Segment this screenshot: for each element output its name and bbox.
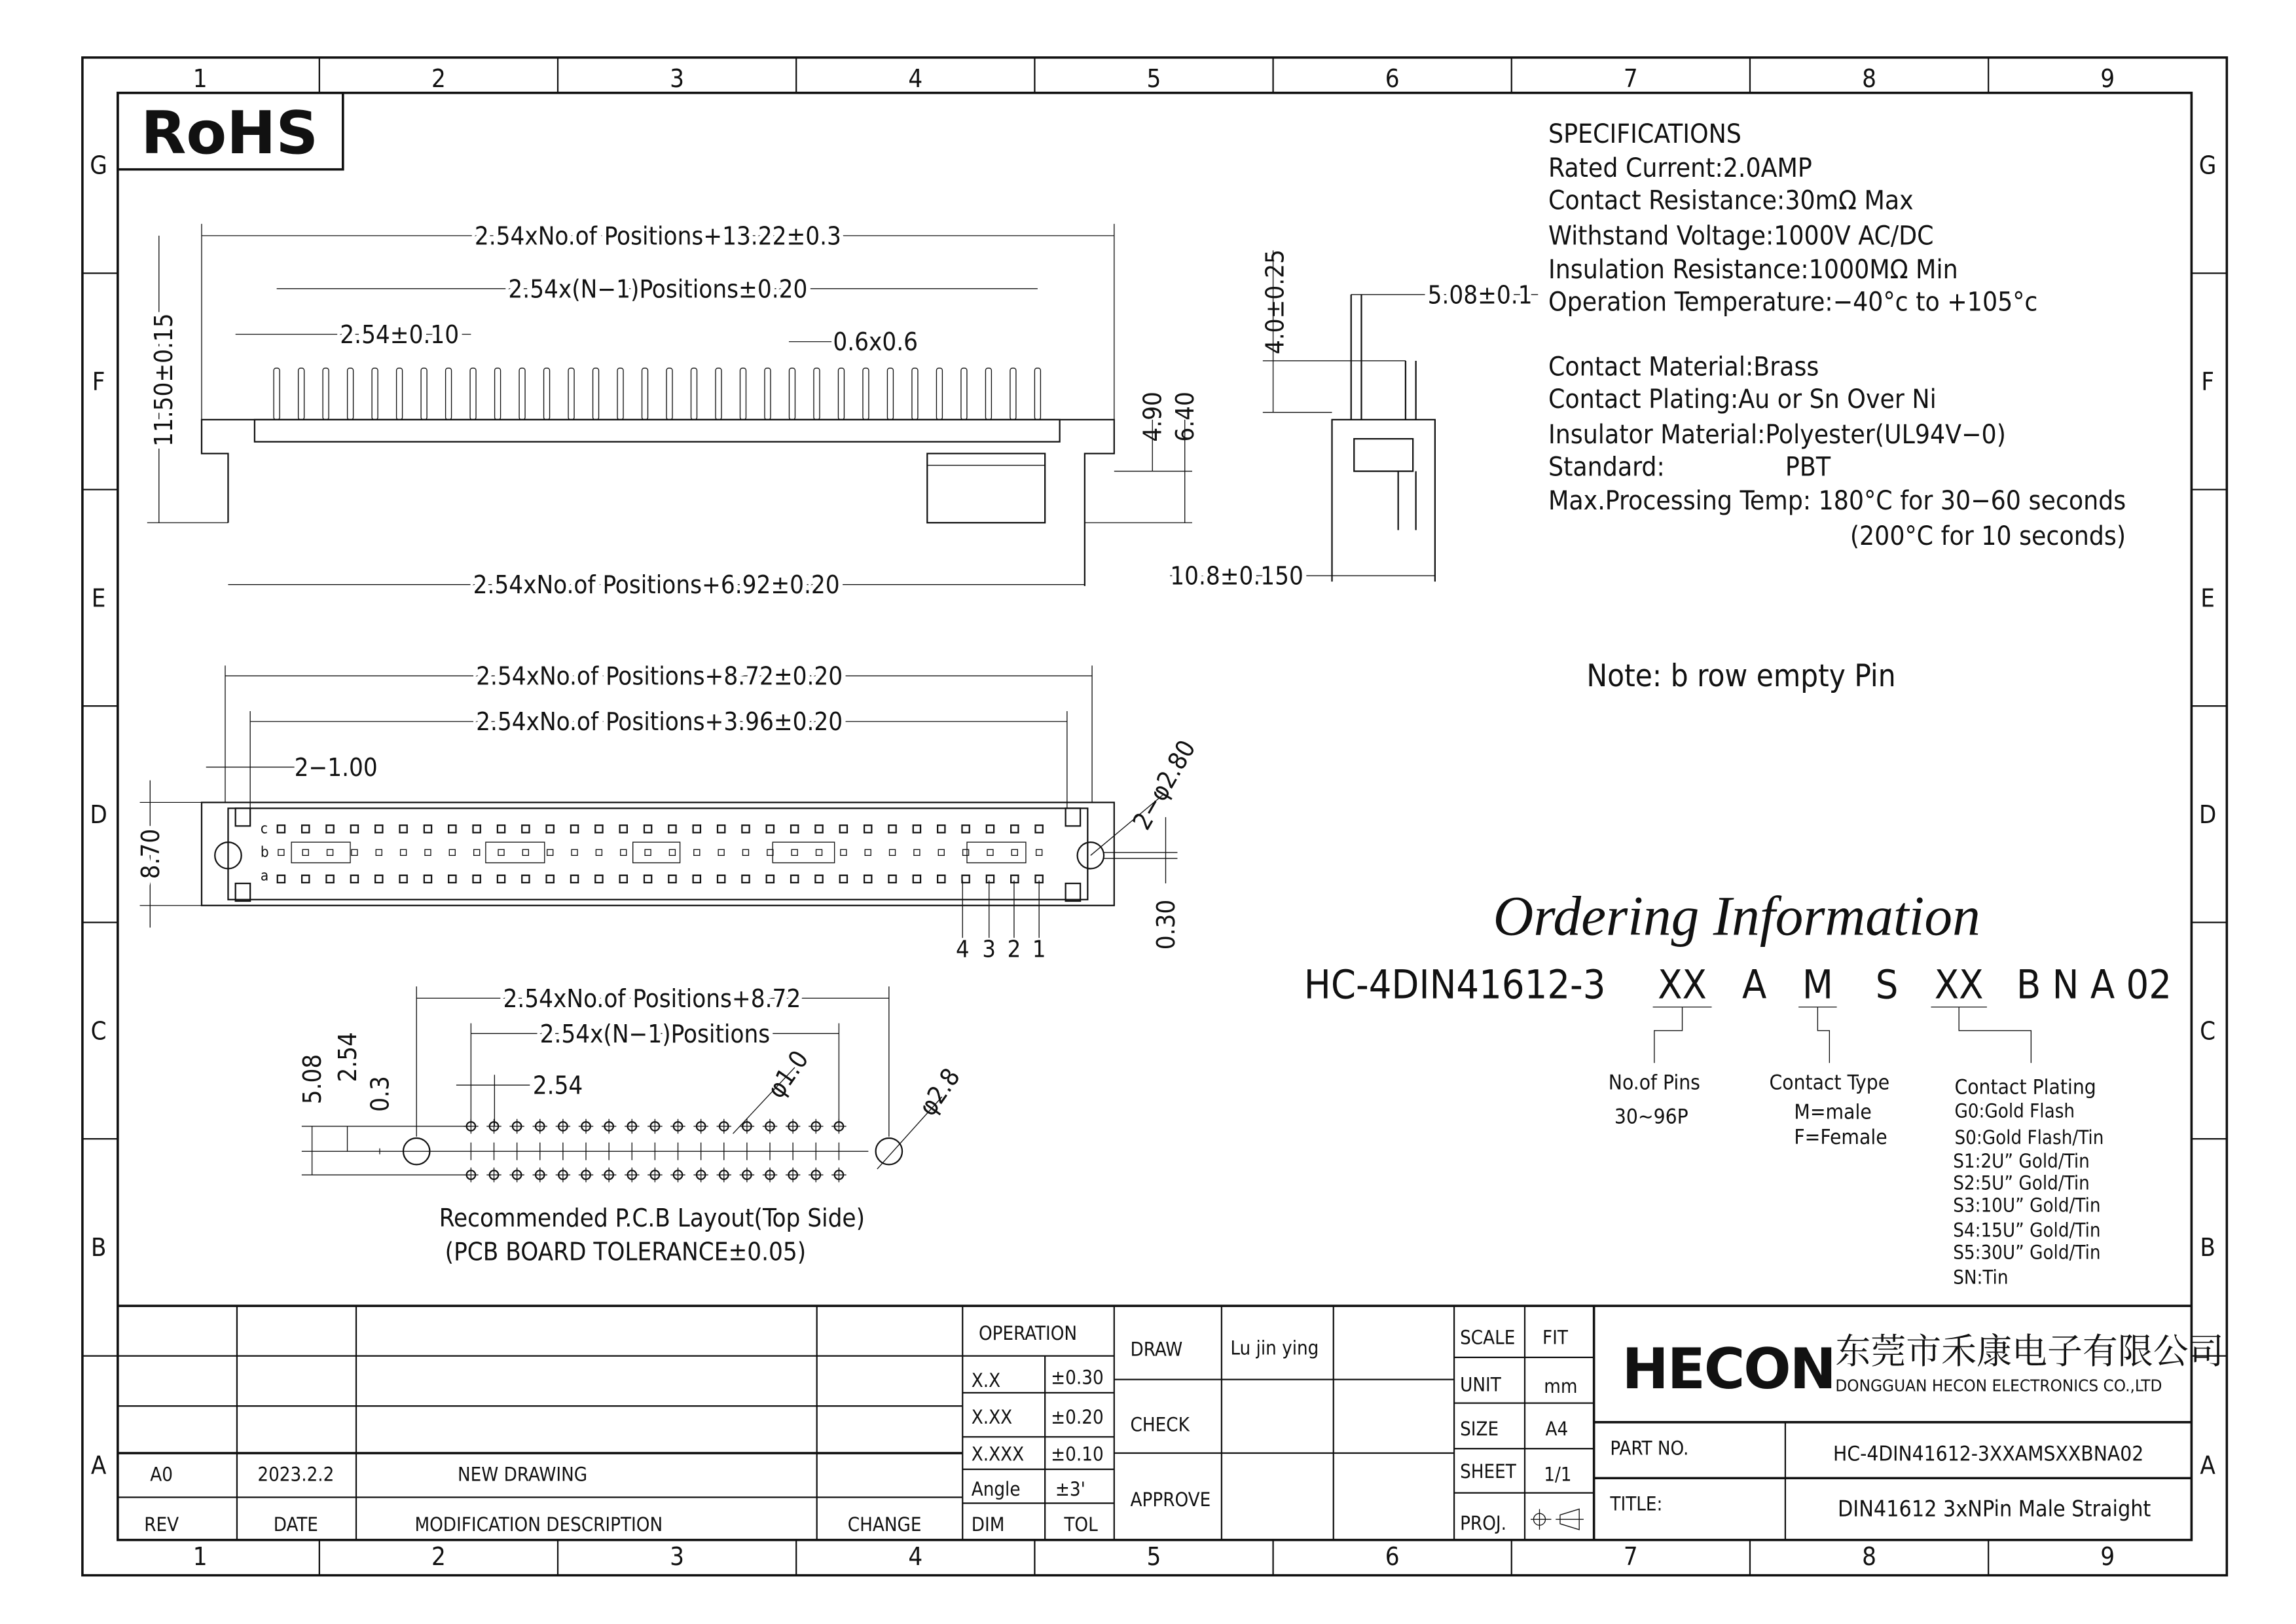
description-header: MODIFICATION DESCRIPTION: [414, 1513, 663, 1536]
empty-position: [841, 849, 847, 855]
contact-slot: [967, 842, 1026, 862]
contact-hole: [668, 876, 676, 883]
tol-dim: X.XX: [971, 1406, 1013, 1429]
contact-hole: [448, 825, 456, 832]
dim-pcb-pitch: 2.54: [532, 1071, 583, 1101]
empty-position: [401, 849, 407, 855]
empty-position: [522, 849, 528, 855]
dim-4-90: 4.90: [1139, 392, 1168, 442]
company-name-en: DONGGUAN HECON ELECTRONICS CO.,LTD: [1835, 1376, 2162, 1395]
plating-label: Contact Plating: [1954, 1075, 2096, 1099]
contact-hole: [742, 876, 749, 883]
contact-pin: [691, 368, 697, 420]
contact-hole: [913, 825, 920, 832]
ordering-suffix: B N A 02: [2016, 962, 2172, 1008]
empty-position: [1011, 849, 1017, 855]
contact-hole: [815, 876, 822, 883]
zone-row-label: C: [2200, 1017, 2216, 1046]
dim-header: DIM: [971, 1513, 1005, 1536]
contact-hole: [571, 825, 578, 832]
contact-pin: [642, 368, 648, 420]
empty-position: [425, 849, 431, 855]
empty-position: [498, 849, 504, 855]
empty-position: [596, 849, 602, 855]
plating-option: S1:2U” Gold/Tin: [1953, 1149, 2090, 1172]
dim-side-pitch: 5.08±0.1: [1427, 281, 1533, 310]
contact-hole: [791, 876, 798, 883]
contact-hole: [864, 825, 871, 832]
spec-line: Insulator Material:Polyester(UL94V−0): [1548, 418, 2006, 450]
empty-position: [694, 849, 700, 855]
tol-value: ±0.10: [1051, 1443, 1104, 1466]
rev-value: A0: [150, 1463, 173, 1486]
contact-pin: [421, 368, 427, 420]
dim-pcb-5-08: 5.08: [299, 1054, 328, 1105]
contact-hole: [1036, 825, 1043, 832]
side-view: [1170, 249, 1538, 591]
empty-position: [669, 849, 675, 855]
empty-position: [1036, 849, 1042, 855]
zone-column-label: 3: [670, 64, 685, 94]
contact-hole: [742, 825, 749, 832]
zone-column-label: 1: [192, 1542, 208, 1572]
spec-line: (200°C for 10 seconds): [1850, 519, 2126, 551]
contact-hole: [767, 825, 774, 832]
plating-option: S2:5U” Gold/Tin: [1953, 1172, 2090, 1194]
part-no-value: HC-4DIN41612-3XXAMSXXBNA02: [1833, 1442, 2144, 1466]
ordering-plating-code: XX: [1934, 962, 1984, 1008]
spec-line: Standard:: [1548, 451, 1665, 483]
dim-pin-size: 0.6x0.6: [833, 328, 919, 358]
type-option: M=male: [1794, 1100, 1872, 1124]
contact-hole: [938, 825, 945, 832]
contact-hole: [547, 825, 554, 832]
contact-hole: [962, 825, 969, 832]
ordering-title: Ordering Information: [1493, 885, 1980, 948]
contact-hole: [840, 825, 847, 832]
empty-position: [645, 849, 651, 855]
ordering-information: [1304, 886, 2172, 1289]
plating-option: G0:Gold Flash: [1954, 1099, 2075, 1122]
contact-hole: [351, 876, 358, 883]
row-label-c: c: [260, 820, 268, 838]
dim-bottom-inner: 2.54xNo.of Positions+3.96±0.20: [476, 708, 843, 737]
empty-position: [621, 849, 627, 855]
empty-position: [302, 849, 308, 855]
hecon-logo: HECON: [1622, 1337, 1835, 1403]
empty-position: [816, 849, 822, 855]
empty-position: [963, 849, 969, 855]
projection-symbol-icon: [1531, 1509, 1584, 1529]
contact-hole: [718, 876, 725, 883]
contact-hole: [987, 876, 994, 883]
contact-hole: [448, 876, 456, 883]
dim-height: 11.50±0.15: [150, 313, 179, 447]
contact-pin: [617, 368, 623, 420]
note: Note: b row empty Pin: [1586, 657, 1896, 694]
contact-hole: [302, 876, 309, 883]
contact-pin: [274, 368, 280, 420]
scale-label: SCALE: [1460, 1326, 1516, 1349]
contact-pin: [495, 368, 501, 420]
zone-row-label: D: [2198, 800, 2217, 830]
empty-position: [792, 849, 797, 855]
bottom-view: [137, 663, 1202, 963]
zone-column-label: 6: [1385, 1542, 1400, 1572]
ordering-s-code: S: [1875, 962, 1899, 1008]
row-label-a: a: [260, 867, 269, 885]
contact-pin: [299, 368, 304, 420]
approve-label: APPROVE: [1130, 1488, 1211, 1511]
empty-position: [987, 849, 993, 855]
tol-dim: Angle: [971, 1478, 1021, 1501]
spec-line: Contact Resistance:30mΩ Max: [1548, 184, 1914, 216]
contact-pin: [936, 368, 942, 420]
draw-label: DRAW: [1130, 1338, 1183, 1361]
date-value: 2023.2.2: [257, 1463, 335, 1486]
zone-row-label: C: [90, 1017, 107, 1046]
specifications: [1548, 118, 2126, 551]
empty-position: [890, 849, 896, 855]
contact-pin: [519, 368, 525, 420]
contact-hole: [644, 825, 651, 832]
sheet-value: 1/1: [1544, 1463, 1572, 1486]
rohs-label: RoHS: [141, 99, 319, 168]
zone-row-label: B: [90, 1233, 107, 1263]
dim-pcb-overall: 2.54xNo.of Positions+8.72: [503, 984, 801, 1014]
zone-column-label: 9: [2100, 1542, 2115, 1572]
contact-hole: [351, 825, 358, 832]
date-header: DATE: [273, 1513, 318, 1536]
contact-hole: [399, 825, 407, 832]
contact-hole: [840, 876, 847, 883]
contact-hole: [1011, 825, 1018, 832]
dim-pcb-span: 2.54x(N−1)Positions: [539, 1020, 771, 1049]
contact-pin: [1034, 368, 1040, 420]
zone-column-label: 7: [1623, 1542, 1638, 1572]
empty-position: [278, 849, 284, 855]
dim-front-base: 2.54xNo.of Positions+6.92±0.20: [473, 571, 840, 600]
zone-column-label: 4: [908, 64, 923, 94]
contact-pin: [814, 368, 820, 420]
empty-position: [547, 849, 553, 855]
contact-hole: [693, 876, 701, 883]
dim-offset: 0.30: [1152, 899, 1181, 950]
zone-row-label: E: [91, 584, 106, 614]
contact-hole: [644, 876, 651, 883]
pcb-layout: [299, 985, 966, 1267]
dim-bottom-height: 8.70: [136, 828, 166, 879]
contact-hole: [498, 876, 505, 883]
dim-bottom-slot: 2−1.00: [294, 753, 378, 783]
empty-position: [938, 849, 944, 855]
zone-row-label: A: [90, 1451, 107, 1481]
contact-hole: [547, 876, 554, 883]
contact-pin: [397, 368, 403, 420]
sheet-label: SHEET: [1460, 1460, 1516, 1483]
empty-position: [376, 849, 382, 855]
empty-position: [767, 849, 773, 855]
contact-hole: [522, 825, 529, 832]
ordering-type-code: M: [1802, 962, 1833, 1008]
title-block: [118, 1306, 2224, 1540]
contact-hole: [278, 825, 285, 832]
zone-column-label: 2: [431, 64, 446, 94]
pins-label: No.of Pins: [1608, 1071, 1700, 1095]
pcb-caption: Recommended P.C.B Layout(Top Side): [439, 1204, 865, 1233]
contact-pin: [568, 368, 574, 420]
plating-option: S4:15U” Gold/Tin: [1953, 1219, 2101, 1242]
pins-range: 30~96P: [1614, 1105, 1688, 1129]
plating-option: SN:Tin: [1953, 1266, 2009, 1289]
empty-position: [474, 849, 480, 855]
contact-pin: [985, 368, 991, 420]
zone-row-label: F: [2201, 367, 2215, 397]
spec-line: Insulation Resistance:1000MΩ Min: [1548, 253, 1958, 286]
zone-column-label: 9: [2100, 64, 2115, 94]
empty-position: [718, 849, 724, 855]
dim-pcb-hole: φ1.0: [761, 1045, 815, 1104]
contact-pin: [323, 368, 329, 420]
contact-hole: [302, 825, 309, 832]
contact-hole: [620, 876, 627, 883]
empty-position: [352, 849, 357, 855]
contact-hole: [571, 876, 578, 883]
zone-row-label: G: [90, 151, 107, 181]
size-value: A4: [1545, 1418, 1569, 1441]
contact-hole: [473, 876, 481, 883]
zone-row-label: B: [2200, 1233, 2215, 1263]
contact-hole: [987, 825, 994, 832]
contact-hole: [668, 825, 676, 832]
dim-front-pitch-span: 2.54x(N−1)Positions±0.20: [508, 275, 808, 304]
dim-pcb-2-54: 2.54: [334, 1032, 363, 1082]
contact-pin: [372, 368, 378, 420]
contact-slot: [773, 842, 834, 862]
tol-dim: X.XXX: [971, 1443, 1025, 1466]
contact-hole: [962, 876, 969, 883]
change-header: CHANGE: [847, 1513, 922, 1536]
title-value: DIN41612 3xNPin Male Straight: [1837, 1496, 2151, 1522]
tol-dim: X.X: [971, 1369, 1001, 1392]
contact-hole: [718, 825, 725, 832]
ordering-a-code: A: [1742, 962, 1767, 1008]
pin-number-1: 1: [1032, 936, 1046, 963]
contact-hole: [424, 876, 431, 883]
description-value: NEW DRAWING: [458, 1463, 588, 1486]
zone-row-label: G: [2198, 151, 2217, 181]
contact-hole: [888, 876, 896, 883]
contact-pin: [863, 368, 869, 420]
unit-label: UNIT: [1460, 1373, 1501, 1396]
contact-hole: [815, 825, 822, 832]
front-view: [147, 222, 1200, 600]
size-label: SIZE: [1460, 1418, 1499, 1441]
contact-pin: [348, 368, 354, 420]
contact-pin: [740, 368, 746, 420]
plating-option: S0:Gold Flash/Tin: [1954, 1126, 2104, 1149]
drawer-name: Lu jin ying: [1230, 1337, 1319, 1359]
spec-line: Operation Temperature:−40°c to +105°c: [1548, 286, 2038, 318]
spec-line: Withstand Voltage:1000V AC/DC: [1548, 219, 1934, 251]
contact-hole: [522, 876, 529, 883]
empty-position: [572, 849, 577, 855]
empty-position: [742, 849, 748, 855]
zone-row-label: D: [90, 800, 107, 830]
zone-column-label: 5: [1146, 64, 1161, 94]
type-option: F=Female: [1794, 1125, 1887, 1149]
pin-number-4: 4: [955, 936, 970, 963]
pcb-tolerance: (PCB BOARD TOLERANCE±0.05): [445, 1238, 807, 1267]
tol-value: ±0.20: [1051, 1406, 1104, 1429]
contact-hole: [791, 825, 798, 832]
contact-hole: [595, 876, 602, 883]
zone-column-label: 3: [670, 1542, 685, 1572]
type-label: Contact Type: [1769, 1071, 1890, 1095]
title-label: TITLE:: [1610, 1492, 1663, 1515]
contact-pin: [961, 368, 967, 420]
contact-pin: [716, 368, 721, 420]
dim-front-overall: 2.54xNo.of Positions+13.22±0.3: [474, 222, 841, 251]
zone-column-label: 8: [1862, 64, 1876, 94]
row-label-b: b: [260, 843, 269, 861]
empty-position: [327, 849, 333, 855]
contact-hole: [767, 876, 774, 883]
zone-column-label: 5: [1146, 1542, 1161, 1572]
empty-position: [914, 849, 920, 855]
spec-line: Max.Processing Temp: 180°C for 30−60 seconds: [1548, 485, 2126, 517]
contact-pin: [446, 368, 452, 420]
spec-line: Contact Plating:Au or Sn Over Ni: [1548, 382, 1937, 415]
empty-position: [865, 849, 871, 855]
dim-front-pitch: 2.54±0.10: [340, 320, 460, 350]
contact-slot: [486, 842, 545, 862]
dim-bottom-overall: 2.54xNo.of Positions+8.72±0.20: [476, 662, 843, 692]
contact-pin: [593, 368, 599, 420]
spec-line: Rated Current:2.0AMP: [1548, 151, 1812, 183]
scale-value: FIT: [1542, 1326, 1568, 1349]
contact-hole: [375, 876, 382, 883]
contact-hole: [888, 825, 896, 832]
contact-hole: [938, 876, 945, 883]
pin-number-2: 2: [1007, 936, 1021, 963]
contact-hole: [693, 825, 701, 832]
check-label: CHECK: [1130, 1413, 1190, 1436]
pin-number-3: 3: [982, 936, 996, 963]
contact-pin: [470, 368, 476, 420]
contact-hole: [326, 876, 333, 883]
tol-header: TOL: [1064, 1513, 1098, 1536]
contact-pin: [666, 368, 672, 420]
dim-pcb-0-3: 0.3: [366, 1076, 395, 1112]
tol-value: ±3': [1055, 1478, 1085, 1501]
contact-hole: [913, 876, 920, 883]
dim-side-depth: 10.8±0.150: [1170, 562, 1303, 591]
spec-title: SPECIFICATIONS: [1548, 118, 1741, 150]
contact-pin: [544, 368, 550, 420]
contact-slot: [633, 842, 680, 862]
contact-hole: [424, 825, 431, 832]
contact-hole: [595, 825, 602, 832]
contact-pin: [789, 368, 795, 420]
zone-column-label: 2: [431, 1542, 446, 1572]
rev-header: REV: [144, 1513, 179, 1536]
unit-value: mm: [1544, 1375, 1578, 1397]
contact-hole: [1011, 876, 1018, 883]
dim-side-pin: 4.0±0.25: [1261, 249, 1290, 355]
contact-pin: [838, 368, 844, 420]
zone-column-label: 1: [192, 64, 208, 94]
tol-value: ±0.30: [1051, 1366, 1104, 1389]
plating-option: S3:10U” Gold/Tin: [1953, 1194, 2101, 1217]
contact-hole: [473, 825, 481, 832]
contact-pin: [765, 368, 771, 420]
empty-position: [449, 849, 455, 855]
contact-pin: [1010, 368, 1016, 420]
zone-column-label: 6: [1385, 64, 1400, 94]
zone-column-label: 7: [1623, 64, 1638, 94]
contact-hole: [399, 876, 407, 883]
zone-row-label: F: [92, 367, 105, 397]
zone-row-label: A: [2200, 1451, 2215, 1481]
contact-pin: [912, 368, 918, 420]
operation-label: OPERATION: [978, 1321, 1078, 1344]
plating-option: S5:30U” Gold/Tin: [1953, 1241, 2101, 1264]
zone-column-label: 8: [1862, 1542, 1876, 1572]
contact-pin: [887, 368, 893, 420]
proj-label: PROJ.: [1460, 1511, 1506, 1534]
zone-column-label: 4: [908, 1542, 923, 1572]
spec-line: Contact Material:Brass: [1548, 350, 1819, 382]
contact-hole: [278, 876, 285, 883]
contact-slot: [291, 842, 350, 862]
dim-6-40: 6.40: [1171, 392, 1201, 442]
dim-mount-holes: 2−φ2.80: [1127, 735, 1202, 836]
dim-pcb-mount: φ2.8: [913, 1063, 966, 1122]
part-no-label: PART NO.: [1610, 1437, 1689, 1460]
contact-hole: [326, 825, 333, 832]
company-name-cn: 东莞市禾康电子有限公司: [1835, 1330, 2224, 1372]
ordering-pins-code: XX: [1658, 962, 1707, 1008]
contact-hole: [864, 876, 871, 883]
contact-hole: [498, 825, 505, 832]
zone-row-label: E: [2200, 584, 2215, 614]
spec-standard-value: PBT: [1785, 451, 1831, 483]
ordering-prefix: HC-4DIN41612-3: [1303, 962, 1606, 1008]
contact-hole: [620, 825, 627, 832]
contact-hole: [375, 825, 382, 832]
